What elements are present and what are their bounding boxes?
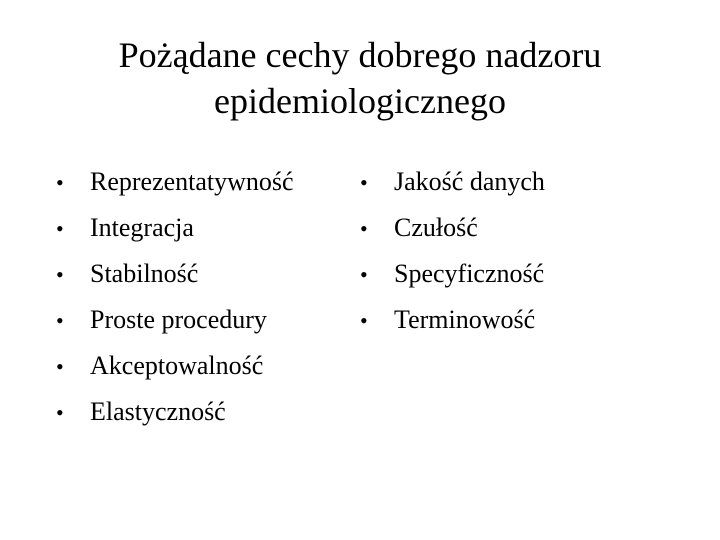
list-item-label: Reprezentatywność: [90, 167, 294, 196]
list-item-label: Specyficzność: [394, 259, 545, 288]
slide-title-line-1: Pożądane cechy dobrego nadzoru: [118, 35, 602, 75]
bullet-icon: •: [56, 170, 64, 195]
bullet-icon: •: [360, 216, 368, 241]
list-item: [360, 251, 545, 297]
list-item-label: Integracja: [90, 213, 194, 242]
list-item: [360, 159, 545, 205]
list-item: [56, 343, 294, 389]
bullet-icon: •: [56, 400, 64, 425]
slide-title: [0, 32, 720, 124]
right-bullet-list: [360, 159, 545, 343]
bullet-icon: •: [56, 216, 64, 241]
bullet-icon: •: [360, 308, 368, 333]
bullet-icon: •: [56, 262, 64, 287]
bullet-icon: •: [360, 262, 368, 287]
list-item-label: Czułość: [394, 213, 478, 242]
bullet-icon: •: [56, 354, 64, 379]
list-item: [56, 297, 294, 343]
list-item-label: Proste procedury: [90, 305, 267, 334]
list-item-label: Elastyczność: [90, 397, 226, 426]
list-item-label: Akceptowalność: [90, 351, 264, 380]
list-item-label: Stabilność: [90, 259, 199, 288]
bullet-icon: •: [56, 308, 64, 333]
bullet-icon: •: [360, 170, 368, 195]
slide-title-line-2: epidemiologicznego: [214, 81, 506, 121]
list-item: [56, 389, 294, 435]
list-item: [56, 251, 294, 297]
list-item: [360, 205, 545, 251]
list-item-label: Jakość danych: [394, 167, 545, 196]
list-item-label: Terminowość: [394, 305, 536, 334]
list-item: [56, 159, 294, 205]
list-item: [56, 205, 294, 251]
left-bullet-list: [56, 159, 294, 435]
list-item: [360, 297, 545, 343]
